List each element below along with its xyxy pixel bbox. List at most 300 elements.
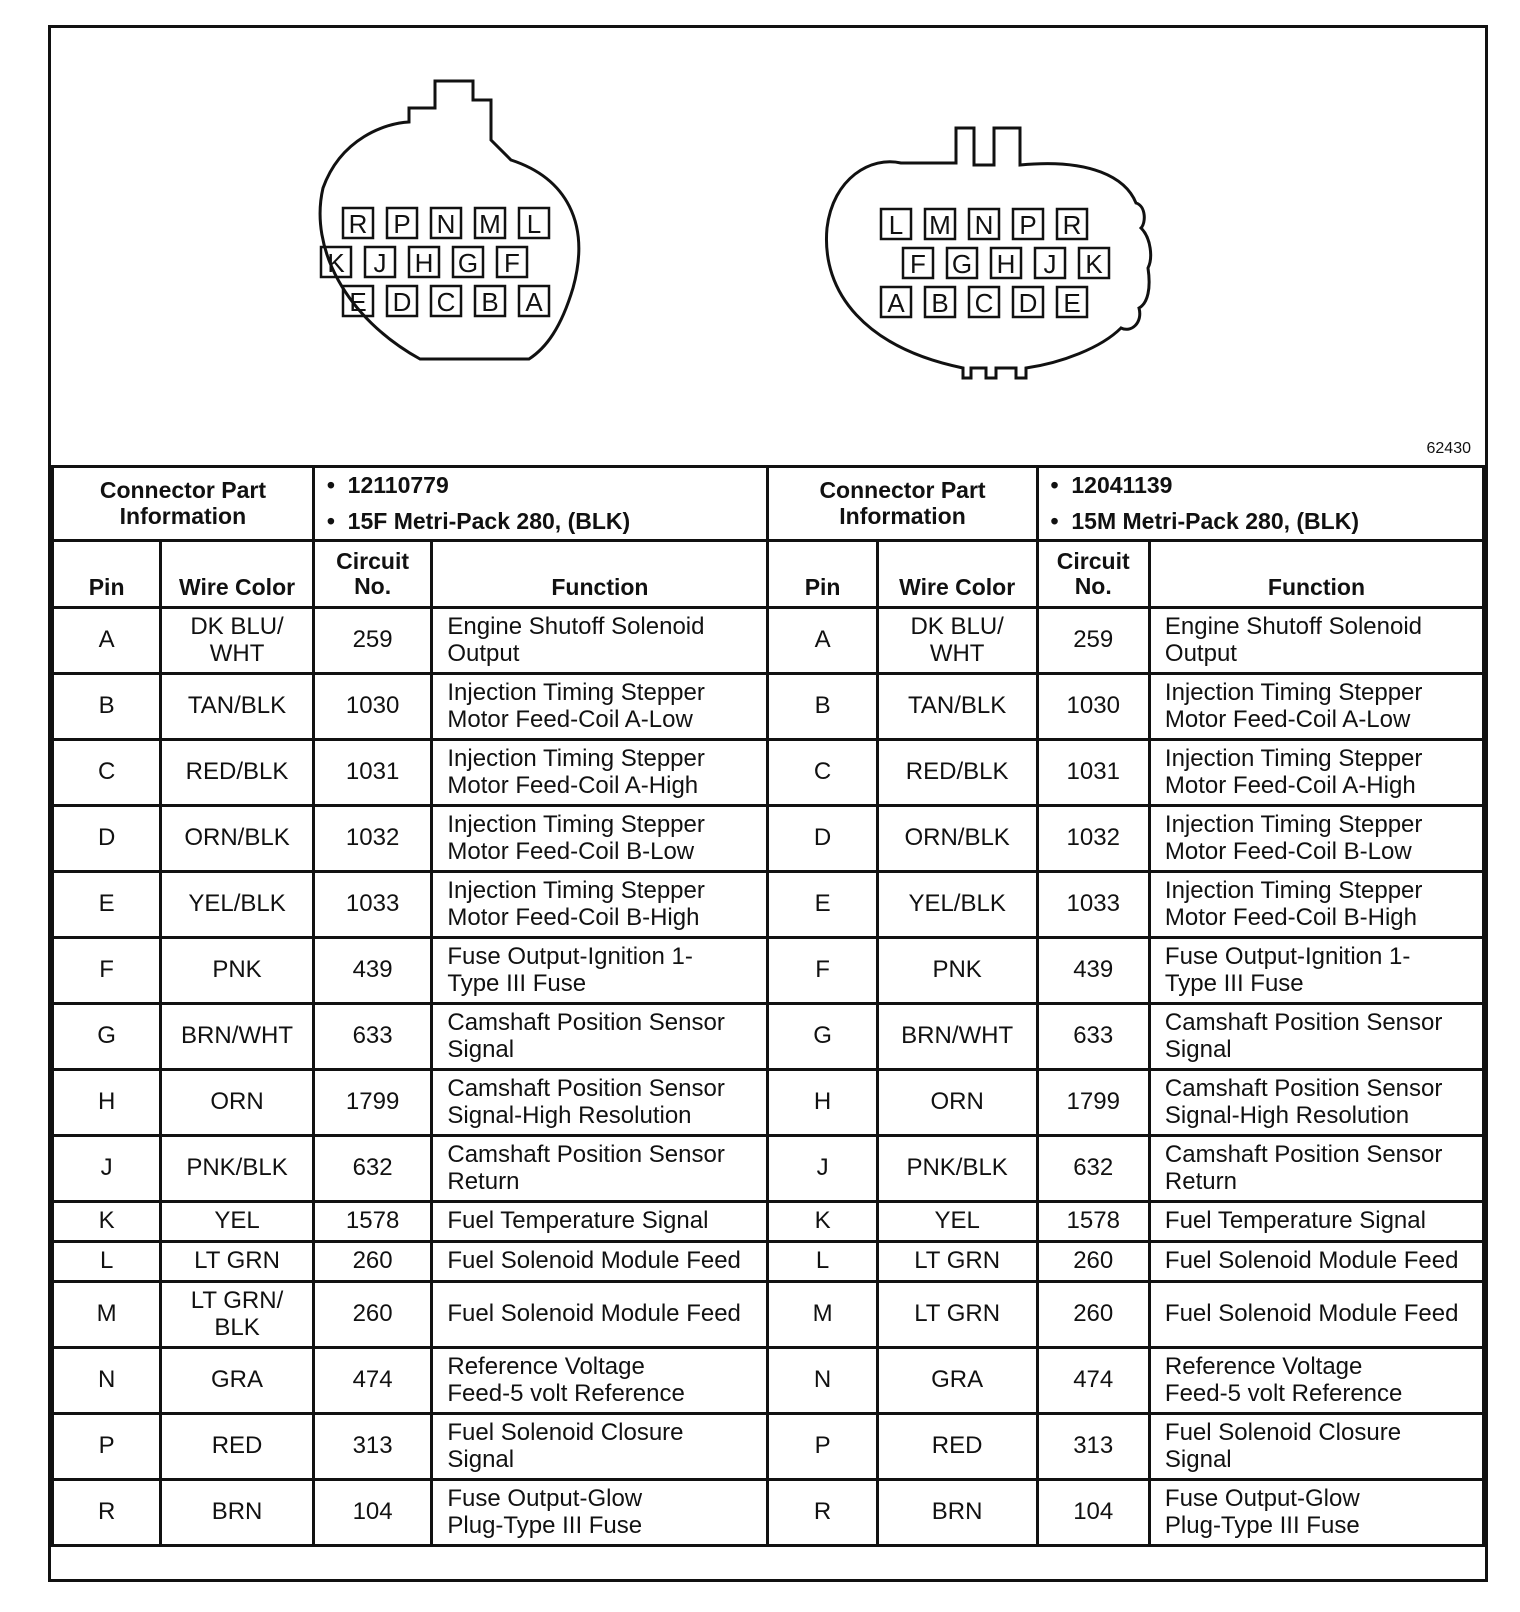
- right-part-number: • 12041139: [1050, 472, 1173, 498]
- wire-color-header: Wire Color: [877, 541, 1037, 608]
- left-pin-label: K: [327, 248, 345, 278]
- cell-text-line: RED: [211, 1432, 263, 1460]
- right-part-type: • 15M Metri-Pack 280, (BLK): [1050, 507, 1359, 534]
- cell-text-line: Signal: [1164, 1445, 1232, 1473]
- pin-cell: K: [53, 1202, 161, 1242]
- table-row: [53, 1480, 1484, 1546]
- cell-text-line: Output: [447, 639, 520, 667]
- cell-text-line: Fuse Output-Ignition 1-: [447, 942, 693, 970]
- cell-text-line: Injection Timing Stepper: [447, 810, 705, 838]
- circuit-number-cell: 259: [313, 608, 432, 674]
- info-label-line: Information: [839, 502, 966, 529]
- cell-text-line: Fuel Solenoid Closure: [1164, 1418, 1402, 1446]
- pin-cell: F: [768, 938, 877, 1004]
- pin-cell: R: [53, 1480, 161, 1546]
- cell-text-line: Motor Feed-Coil B-Low: [447, 837, 695, 865]
- pin-cell: N: [768, 1348, 877, 1414]
- circuit-number-cell: 313: [313, 1414, 432, 1480]
- function-cell: [1149, 1348, 1483, 1414]
- cell-text-line: YEL/BLK: [188, 890, 286, 918]
- left-pin-label: N: [436, 209, 456, 239]
- table-row: [53, 1202, 1484, 1242]
- cell-text-line: Motor Feed-Coil B-Low: [1164, 837, 1412, 865]
- left-pin-0-0: [343, 208, 373, 239]
- left-pin-label: E: [349, 287, 367, 317]
- cell-text-line: DK BLU/: [190, 612, 284, 640]
- right-pin-label: G: [951, 249, 973, 279]
- left-pin-label: G: [457, 248, 479, 278]
- left-part-number: • 12110779: [326, 472, 449, 498]
- cell-text-line: BLK: [214, 1313, 260, 1341]
- info-label-line: Information: [119, 502, 247, 529]
- cell-text-line: Injection Timing Stepper: [447, 744, 705, 772]
- circuit-number-cell: 632: [313, 1136, 432, 1202]
- table-row: [53, 740, 1484, 806]
- wire-color-cell: [161, 1136, 314, 1202]
- cell-text-line: DK BLU/: [910, 612, 1004, 640]
- cell-text-line: YEL/BLK: [908, 890, 1006, 918]
- wire-color-cell: [877, 1414, 1037, 1480]
- cell-text-line: Signal: [1164, 1035, 1232, 1063]
- connector-pin-table: [51, 465, 1485, 1547]
- pin-cell: M: [768, 1282, 877, 1348]
- wire-color-cell: [161, 608, 314, 674]
- cell-text-line: BRN/WHT: [901, 1022, 1014, 1050]
- pin-cell: E: [768, 872, 877, 938]
- pin-cell: B: [768, 674, 877, 740]
- table-row: [53, 1414, 1484, 1480]
- right-pin-1-0: [925, 209, 955, 240]
- function-cell: [1149, 1480, 1483, 1546]
- cell-text-line: Reference Voltage: [1164, 1352, 1363, 1380]
- function-header: Function: [432, 541, 768, 608]
- left-pin-label: L: [526, 209, 542, 239]
- cell-text-line: Camshaft Position Sensor: [447, 1140, 725, 1168]
- cell-text-line: BRN: [211, 1498, 263, 1526]
- left-pin-2-2: [431, 286, 461, 317]
- right-pin-label: P: [1019, 210, 1037, 240]
- left-pin-3-2: [475, 286, 505, 317]
- pin-cell: P: [768, 1414, 877, 1480]
- left-pin-label: C: [436, 287, 456, 317]
- table-row: [53, 674, 1484, 740]
- cell-text-line: Fuel Solenoid Module Feed: [1164, 1300, 1459, 1328]
- function-cell: [432, 1348, 768, 1414]
- function-cell: [432, 872, 768, 938]
- right-pin-3-2: [1013, 287, 1043, 318]
- pin-header: Pin: [53, 541, 161, 608]
- cell-text-line: Fuel Solenoid Module Feed: [447, 1247, 741, 1275]
- wire-color-cell: [161, 872, 314, 938]
- table-row: [53, 1282, 1484, 1348]
- circuit-number-cell: 1032: [313, 806, 432, 872]
- left-pin-2-0: [431, 208, 461, 239]
- left-pin-label: R: [348, 209, 368, 239]
- right-pin-2-0: [969, 209, 999, 240]
- circuit-number-cell: 1031: [313, 740, 432, 806]
- pin-cell: H: [768, 1070, 877, 1136]
- left-pin-3-1: [453, 247, 483, 278]
- circuit-header: [313, 541, 432, 608]
- cell-text-line: Injection Timing Stepper: [447, 876, 705, 904]
- cell-text-line: ORN/BLK: [904, 824, 1010, 852]
- wire-color-cell: [877, 938, 1037, 1004]
- circuit-number-cell: 474: [313, 1348, 432, 1414]
- left-pin-1-0: [387, 208, 417, 239]
- circuit-number-cell: 1578: [313, 1202, 432, 1242]
- wire-color-cell: [161, 740, 314, 806]
- left-pin-label: H: [414, 248, 434, 278]
- function-cell: [1149, 872, 1483, 938]
- wire-color-cell: [877, 740, 1037, 806]
- wire-color-cell: [161, 1414, 314, 1480]
- left-pin-4-0: [519, 208, 549, 239]
- pin-cell: K: [768, 1202, 877, 1242]
- wire-color-cell: [877, 1348, 1037, 1414]
- info-label-line: Connector Part: [819, 476, 986, 503]
- cell-text-line: TAN/BLK: [187, 692, 287, 720]
- function-cell: [1149, 1202, 1483, 1242]
- cell-text-line: RED/BLK: [905, 758, 1009, 786]
- cell-text-line: WHT: [209, 639, 265, 667]
- cell-text-line: Motor Feed-Coil A-High: [1164, 771, 1416, 799]
- cell-text-line: Camshaft Position Sensor: [1164, 1140, 1443, 1168]
- cell-text-line: Camshaft Position Sensor: [447, 1008, 725, 1036]
- circuit-number-cell: 1033: [1037, 872, 1149, 938]
- wire-color-cell: [161, 674, 314, 740]
- cell-text-line: Plug-Type III Fuse: [1164, 1511, 1360, 1539]
- circuit-number-cell: 1033: [313, 872, 432, 938]
- cell-text-line: Injection Timing Stepper: [1164, 810, 1423, 838]
- cell-text-line: Return: [1164, 1167, 1237, 1195]
- cell-text-line: Return: [447, 1167, 520, 1195]
- table-row: [53, 938, 1484, 1004]
- cell-text-line: ORN: [210, 1088, 264, 1116]
- cell-text-line: Plug-Type III Fuse: [447, 1511, 643, 1539]
- column-header-row: [53, 541, 1484, 608]
- circuit-number-cell: 104: [1037, 1480, 1149, 1546]
- left-part-number-text: 12110779: [347, 472, 449, 498]
- cell-text-line: Injection Timing Stepper: [1164, 678, 1423, 706]
- right-pin-0-2: [881, 287, 911, 318]
- function-cell: [432, 1004, 768, 1070]
- pin-cell: D: [53, 806, 161, 872]
- circuit-number-cell: 259: [1037, 608, 1149, 674]
- wire-color-cell: [161, 1348, 314, 1414]
- pin-cell: C: [53, 740, 161, 806]
- cell-text-line: GRA: [211, 1366, 264, 1394]
- cell-text-line: PNK/BLK: [906, 1154, 1008, 1182]
- cell-text-line: Fuse Output-Glow: [1164, 1484, 1360, 1512]
- right-pin-label: M: [929, 210, 951, 240]
- cell-text-line: Signal-High Resolution: [1164, 1101, 1410, 1129]
- cell-text-line: Engine Shutoff Solenoid: [1164, 612, 1423, 640]
- pin-cell: D: [768, 806, 877, 872]
- circuit-number-cell: 632: [1037, 1136, 1149, 1202]
- wire-color-cell: [877, 872, 1037, 938]
- cell-text-line: Camshaft Position Sensor: [447, 1074, 725, 1102]
- right-pin-3-1: [1035, 248, 1065, 279]
- left-pin-label: B: [481, 287, 499, 317]
- connector-diagram: [51, 28, 1485, 465]
- left-pin-4-1: [497, 247, 527, 278]
- right-pin-label: J: [1043, 249, 1057, 279]
- function-cell: [432, 1480, 768, 1546]
- cell-text-line: Feed-5 volt Reference: [447, 1379, 685, 1407]
- left-pin-2-1: [409, 247, 439, 278]
- left-connector-pins: [321, 208, 549, 317]
- wire-color-cell: [877, 674, 1037, 740]
- right-pin-1-2: [925, 287, 955, 318]
- function-cell: [1149, 674, 1483, 740]
- left-pin-3-0: [475, 208, 505, 239]
- cell-text-line: Motor Feed-Coil B-High: [447, 903, 700, 931]
- cell-text-line: YEL: [214, 1207, 260, 1235]
- right-pin-label: N: [974, 210, 994, 240]
- right-pin-label: B: [931, 288, 949, 318]
- right-pin-label: A: [887, 288, 905, 318]
- table-row: [53, 608, 1484, 674]
- function-header: Function: [1149, 541, 1483, 608]
- left-connector-info: [313, 467, 768, 541]
- cell-text-line: Signal-High Resolution: [447, 1101, 692, 1129]
- wire-color-cell: [161, 1282, 314, 1348]
- cell-text-line: BRN: [931, 1498, 983, 1526]
- cell-text-line: LT GRN: [194, 1247, 280, 1275]
- wire-color-cell: [877, 1480, 1037, 1546]
- cell-text-line: Fuse Output-Glow: [447, 1484, 643, 1512]
- function-cell: [1149, 1242, 1483, 1282]
- table-row: [53, 1004, 1484, 1070]
- right-pin-2-1: [991, 248, 1021, 279]
- pin-cell: G: [53, 1004, 161, 1070]
- right-info-label: [768, 467, 1037, 541]
- right-pin-2-2: [969, 287, 999, 318]
- pin-cell: J: [768, 1136, 877, 1202]
- circuit-number-cell: 1799: [313, 1070, 432, 1136]
- cell-text-line: Injection Timing Stepper: [1164, 876, 1423, 904]
- right-pin-1-1: [947, 248, 977, 279]
- wire-color-header: Wire Color: [161, 541, 314, 608]
- right-pin-label: E: [1063, 288, 1081, 318]
- table-row: [53, 1242, 1484, 1282]
- connector-info-row: [53, 467, 1484, 541]
- function-cell: [432, 608, 768, 674]
- left-pin-label: D: [392, 287, 412, 317]
- info-label-line: Connector Part: [99, 476, 266, 503]
- cell-text-line: RED: [931, 1432, 983, 1460]
- left-pin-4-2: [519, 286, 549, 317]
- right-connector-pins: [881, 209, 1109, 318]
- circuit-number-cell: 1030: [1037, 674, 1149, 740]
- circuit-number-cell: 633: [1037, 1004, 1149, 1070]
- circuit-number-cell: 1030: [313, 674, 432, 740]
- pin-cell: L: [53, 1242, 161, 1282]
- right-pin-3-0: [1013, 209, 1043, 240]
- wire-color-cell: [161, 1070, 314, 1136]
- right-pin-label: L: [888, 210, 904, 240]
- function-cell: [432, 1414, 768, 1480]
- right-connector-info: [1037, 467, 1483, 541]
- left-part-type-text: 15F Metri-Pack 280, (BLK): [347, 507, 631, 534]
- left-pin-label: F: [504, 248, 520, 278]
- function-cell: [1149, 806, 1483, 872]
- pin-cell: B: [53, 674, 161, 740]
- cell-text-line: Camshaft Position Sensor: [1164, 1074, 1443, 1102]
- wire-color-cell: [877, 1070, 1037, 1136]
- cell-text-line: ORN/BLK: [184, 824, 290, 852]
- wire-color-cell: [161, 1202, 314, 1242]
- function-cell: [1149, 938, 1483, 1004]
- left-pin-label: P: [393, 209, 411, 239]
- right-pin-0-1: [903, 248, 933, 279]
- wire-color-cell: [161, 1242, 314, 1282]
- cell-text-line: LT GRN: [914, 1247, 1001, 1275]
- circuit-number-cell: 260: [1037, 1242, 1149, 1282]
- circuit-number-cell: 260: [1037, 1282, 1149, 1348]
- cell-text-line: Signal: [447, 1035, 515, 1063]
- function-cell: [432, 806, 768, 872]
- function-cell: [432, 740, 768, 806]
- cell-text-line: Injection Timing Stepper: [1164, 744, 1423, 772]
- wire-color-cell: [877, 1242, 1037, 1282]
- cell-text-line: Fuel Temperature Signal: [447, 1207, 709, 1235]
- pin-header: Pin: [768, 541, 877, 608]
- table-row: [53, 1070, 1484, 1136]
- function-cell: [1149, 740, 1483, 806]
- cell-text-line: PNK: [932, 956, 982, 984]
- pin-cell: G: [768, 1004, 877, 1070]
- wire-color-cell: [161, 1004, 314, 1070]
- connector-diagram-area: [51, 28, 1485, 465]
- cell-text-line: Engine Shutoff Solenoid: [447, 612, 705, 640]
- cell-text-line: Motor Feed-Coil A-High: [447, 771, 699, 799]
- pin-cell: M: [53, 1282, 161, 1348]
- cell-text-line: Fuel Solenoid Module Feed: [447, 1300, 741, 1328]
- right-pin-label: R: [1062, 210, 1082, 240]
- table-row: [53, 1136, 1484, 1202]
- circuit-number-cell: 1578: [1037, 1202, 1149, 1242]
- right-pin-label: K: [1085, 249, 1103, 279]
- pin-table-body: [53, 467, 1484, 1546]
- table-row: [53, 872, 1484, 938]
- left-pin-label: J: [373, 248, 387, 278]
- cell-text-line: Signal: [447, 1445, 515, 1473]
- left-info-label: [53, 467, 314, 541]
- cell-text-line: Fuse Output-Ignition 1-: [1164, 942, 1411, 970]
- cell-text-line: ORN: [930, 1088, 984, 1116]
- function-cell: [432, 1070, 768, 1136]
- function-cell: [432, 1136, 768, 1202]
- pin-cell: N: [53, 1348, 161, 1414]
- table-row: [53, 806, 1484, 872]
- circuit-header-line: No.: [354, 573, 392, 600]
- right-part-number-text: 12041139: [1071, 472, 1173, 498]
- circuit-number-cell: 1032: [1037, 806, 1149, 872]
- circuit-number-cell: 313: [1037, 1414, 1149, 1480]
- cell-text-line: WHT: [929, 639, 985, 667]
- cell-text-line: LT GRN/: [190, 1286, 284, 1314]
- cell-text-line: Feed-5 volt Reference: [1164, 1379, 1403, 1407]
- circuit-number-cell: 1799: [1037, 1070, 1149, 1136]
- left-part-type: • 15F Metri-Pack 280, (BLK): [326, 507, 631, 534]
- circuit-number-cell: 439: [313, 938, 432, 1004]
- pin-cell: F: [53, 938, 161, 1004]
- function-cell: [432, 938, 768, 1004]
- right-pin-label: F: [910, 249, 926, 279]
- document-frame: [48, 25, 1488, 1582]
- cell-text-line: Type III Fuse: [1164, 969, 1304, 997]
- wire-color-cell: [161, 806, 314, 872]
- left-pin-1-2: [387, 286, 417, 317]
- cell-text-line: Fuel Solenoid Module Feed: [1164, 1247, 1459, 1275]
- circuit-number-cell: 439: [1037, 938, 1149, 1004]
- cell-text-line: Motor Feed-Coil A-Low: [1164, 705, 1411, 733]
- right-pin-label: C: [974, 288, 994, 318]
- cell-text-line: Output: [1164, 639, 1237, 667]
- pin-cell: E: [53, 872, 161, 938]
- cell-text-line: Motor Feed-Coil A-Low: [447, 705, 693, 733]
- circuit-number-cell: 633: [313, 1004, 432, 1070]
- right-pin-label: H: [996, 249, 1016, 279]
- cell-text-line: YEL: [934, 1207, 980, 1235]
- right-pin-label: D: [1018, 288, 1038, 318]
- cell-text-line: GRA: [931, 1366, 984, 1394]
- right-pin-0-0: [881, 209, 911, 240]
- cell-text-line: Fuel Temperature Signal: [1164, 1207, 1426, 1235]
- cell-text-line: TAN/BLK: [908, 692, 1007, 720]
- circuit-number-cell: 474: [1037, 1348, 1149, 1414]
- function-cell: [1149, 1004, 1483, 1070]
- cell-text-line: Motor Feed-Coil B-High: [1164, 903, 1417, 931]
- wire-color-cell: [161, 938, 314, 1004]
- circuit-header-line: Circuit: [1056, 547, 1130, 574]
- figure-id: 62430: [1426, 440, 1471, 457]
- cell-text-line: Injection Timing Stepper: [447, 678, 705, 706]
- pin-cell: C: [768, 740, 877, 806]
- cell-text-line: PNK: [212, 956, 262, 984]
- pin-cell: H: [53, 1070, 161, 1136]
- right-pin-4-0: [1057, 209, 1087, 240]
- wire-color-cell: [877, 608, 1037, 674]
- cell-text-line: LT GRN: [914, 1300, 1001, 1328]
- function-cell: [1149, 608, 1483, 674]
- function-cell: [1149, 1282, 1483, 1348]
- left-pin-label: M: [479, 209, 501, 239]
- pin-cell: L: [768, 1242, 877, 1282]
- function-cell: [432, 674, 768, 740]
- wire-color-cell: [877, 806, 1037, 872]
- right-pin-4-2: [1057, 287, 1087, 318]
- function-cell: [1149, 1070, 1483, 1136]
- circuit-number-cell: 104: [313, 1480, 432, 1546]
- pin-cell: A: [768, 608, 877, 674]
- function-cell: [432, 1282, 768, 1348]
- right-pin-4-1: [1079, 248, 1109, 279]
- cell-text-line: Fuel Solenoid Closure: [447, 1418, 684, 1446]
- pin-cell: J: [53, 1136, 161, 1202]
- cell-text-line: PNK/BLK: [186, 1154, 288, 1182]
- pin-cell: P: [53, 1414, 161, 1480]
- circuit-number-cell: 260: [313, 1242, 432, 1282]
- pin-cell: A: [53, 608, 161, 674]
- circuit-number-cell: 1031: [1037, 740, 1149, 806]
- cell-text-line: Reference Voltage: [447, 1352, 645, 1380]
- cell-text-line: Type III Fuse: [447, 969, 587, 997]
- function-cell: [432, 1242, 768, 1282]
- function-cell: [1149, 1414, 1483, 1480]
- wire-color-cell: [877, 1202, 1037, 1242]
